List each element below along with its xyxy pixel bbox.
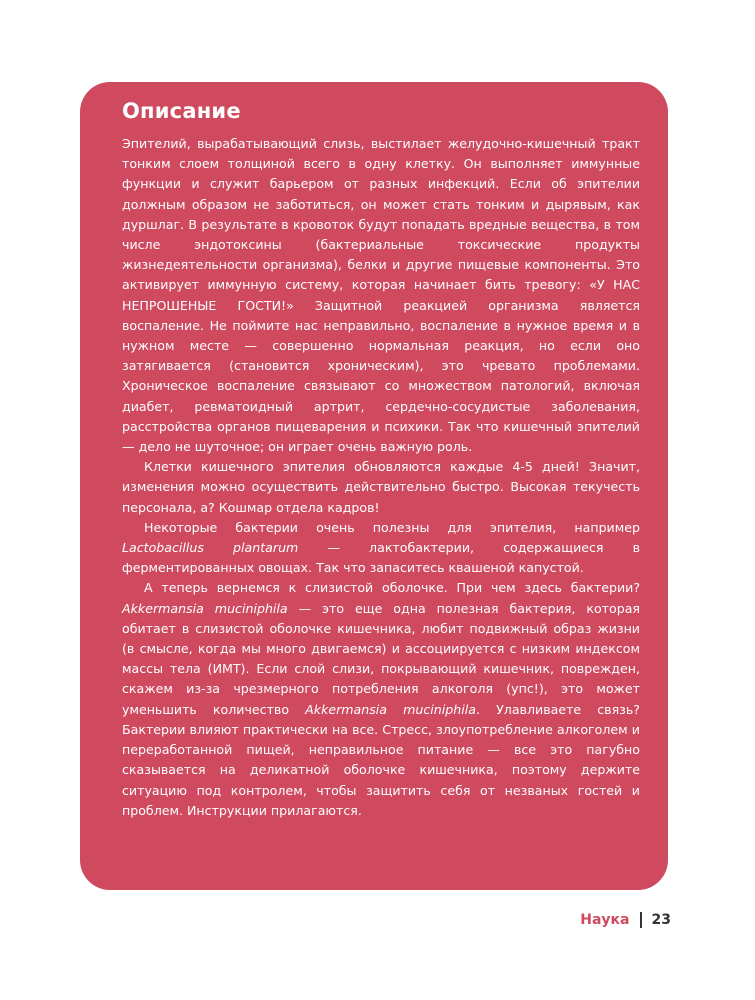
footer-section-title: Наука [580,912,630,928]
page-footer [580,912,671,928]
paragraph-3-text-a: Некоторые бактерии очень полезны для эпителия, например [144,519,640,535]
paragraph-4-text-b: — это еще одна полезная бактерия, которая обитает в слизистой оболочке кишечника, любит подвижный образ жизни (в смысле, когда мы много двигаемся) и ассоциируется с низким индексом массы тела (ИМТ). Если слой слизи, покрывающий кишечник, поврежден, скажем из-за чрезмерного потребления алкоголя (упс!), это может уменьшить количество [122,600,640,717]
section-heading: Описание [122,99,241,123]
footer-divider [640,912,642,928]
page-number: 23 [651,912,671,928]
paragraph-3-text-b: — лактобактерии, содержащиеся в ферментированных овощах. Так что запаситесь квашеной капустой. [122,540,640,576]
paragraph-1: Эпителий, вырабатывающий слизь, выстилает желудочно-кишечный тракт тонким слоем толщиной всего в одну клетку. Он выполняет иммунные функции и служит барьером от разных инфекций. Если об эпителии должным образом не заботиться, он может стать тонким и дырявым, как дуршлаг. В результате в кровоток будут попадать вредные вещества, в том числе эндотоксины (бактериальные токсические продукты жизнедеятельности организма), белки и другие пищевые компоненты. Это активирует иммунную систему, которая начинает бить тревогу: «У НАС НЕПРОШЕНЫЕ ГОСТИ!» Защитной реакцией организма является воспаление. Не поймите нас неправильно, воспаление в нужное время и в нужном месте — совершенно нормальная реакция, но если оно затягивается (становится хроническим), это чревато проблемами. Хроническое воспаление связывают со множеством патологий, включая диабет, ревматоидный артрит, сердечно-сосудистые заболевания, расстройства органов пищеварения и психики. Так что кишечный эпителий — дело не шуточное; он играет очень важную роль. [122,136,640,455]
paragraph-3 [122,518,640,579]
description-card [80,82,668,890]
paragraph-4-text-c: . Улавливаете связь? Бактерии влияют практически на все. Стресс, злоупотребление алкоголем и переработанной пищей, неправильное питание — все это пагубно сказывается на деликатной оболочке кишечника, поэтому держите ситуацию под контролем, чтобы защитить себя от незваных гостей и проблем. Инструкции прилагаются. [122,701,640,818]
species-name-akkermansia-1: Akkermansia muciniphila [122,600,288,616]
paragraph-4-text-a: А теперь вернемся к слизистой оболочке. При чем здесь бактерии? [144,580,640,596]
species-name-akkermansia-2: Akkermansia muciniphila [305,701,476,717]
paragraph-2: Клетки кишечного эпителия обновляются каждые 4-5 дней! Значит, изменения можно осуществить действительно быстро. Высокая текучесть персонала, а? Кошмар отдела кадров! [122,459,640,515]
paragraph-4 [122,578,640,820]
species-name-lactobacillus: Lactobacillus plantarum [122,540,299,556]
